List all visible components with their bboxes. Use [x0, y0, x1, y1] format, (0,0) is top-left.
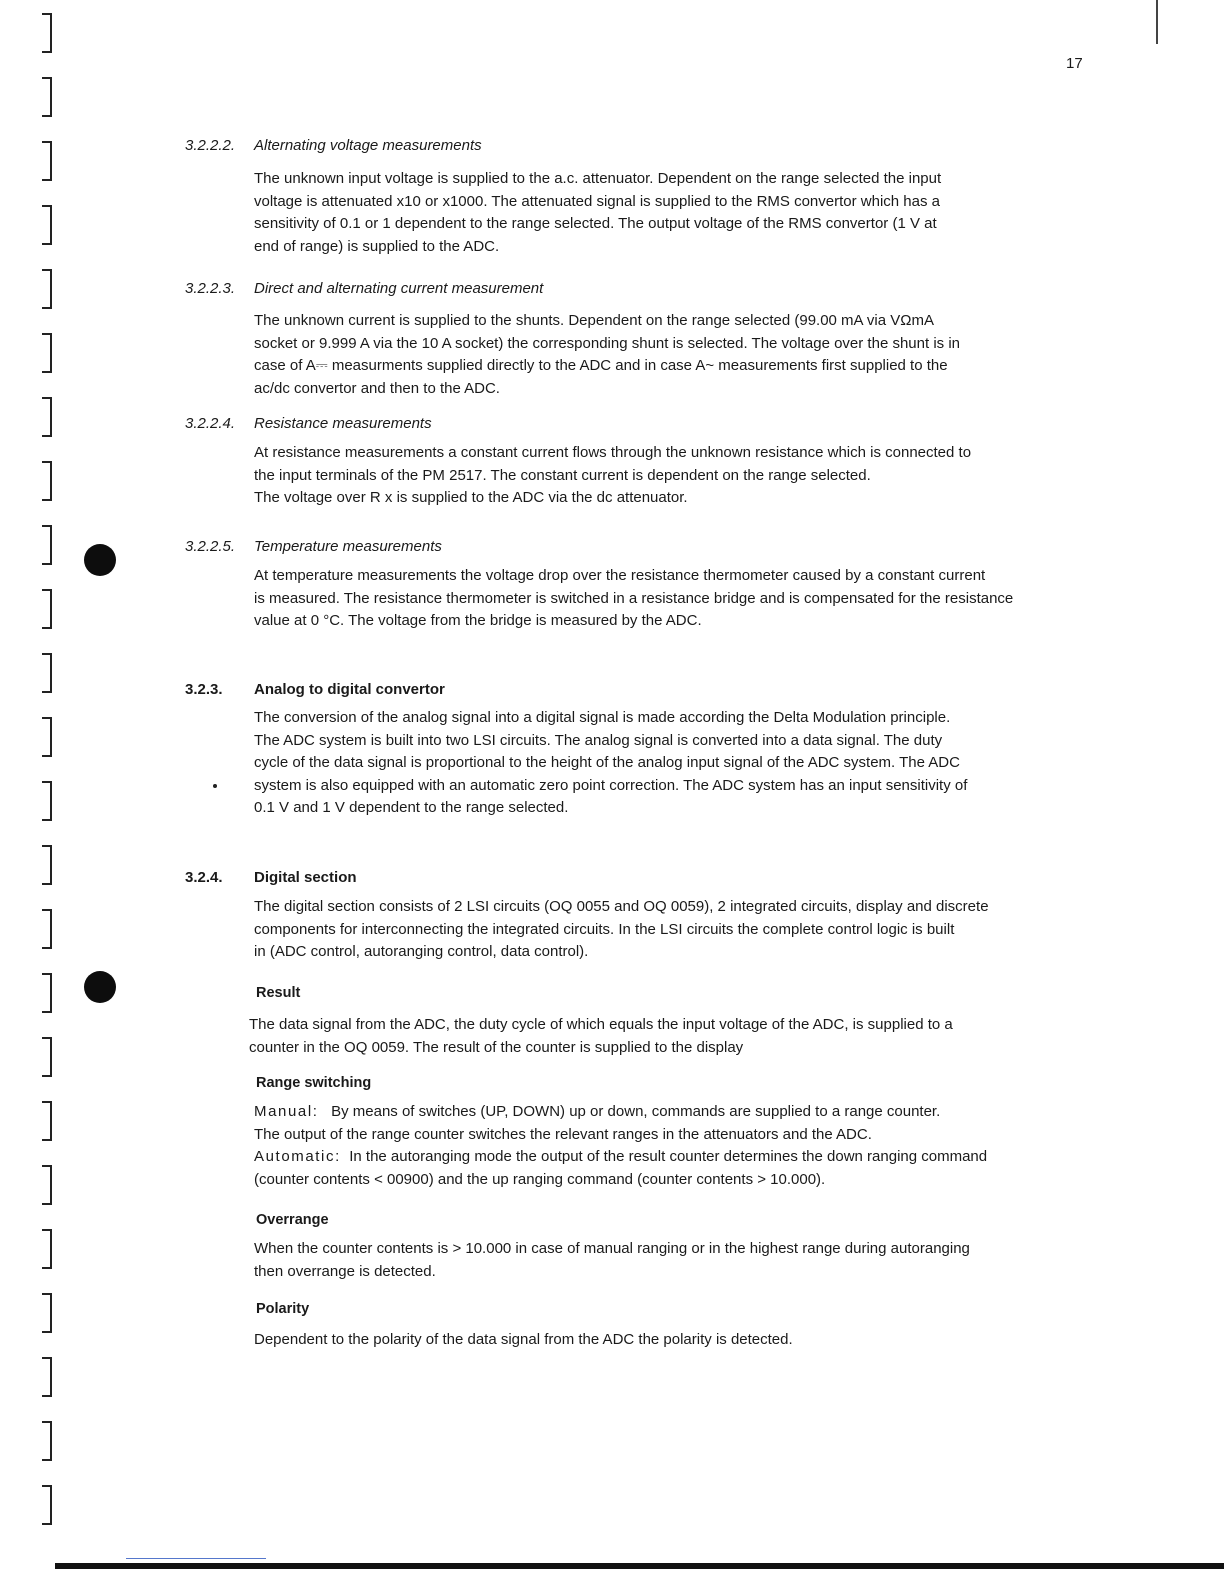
- section-body: The unknown input voltage is supplied to the a.c. attenuator. Dependent on the range selected the input voltage is attenuated x10 or x1000. The attenuated signal is supplied to the RMS convertor which has a sensitivity of 0.1 or 1 dependent to the range selected. The output voltage of the RMS convertor (1 V at end of range) is supplied to the ADC.: [254, 170, 942, 255]
- bottom-rule: [55, 1563, 1224, 1569]
- section-body: The conversion of the analog signal into a digital signal is made according the Delta Modulation principle. The ADC system is built into two LSI circuits. The analog signal is converted into a data signal. The duty cycle of the data signal is proportional to the height of the analog input signal of the ADC system. The ADC system is also equipped with an automatic zero point correction. The ADC system has an input sensitivity of 0.1 V and 1 V dependent to the range selected.: [254, 709, 968, 816]
- scan-edge-mark: [1156, 0, 1158, 44]
- section-title: Resistance measurements: [254, 415, 432, 432]
- automatic-label: Automatic:: [254, 1148, 341, 1165]
- section-body: The digital section consists of 2 LSI circuits (OQ 0055 and OQ 0059), 2 integrated circuits, display and discrete components for interconnecting the integrated circuits. In the LSI circuits the complete control logic is built in (ADC control, autoranging control, data control).: [254, 898, 989, 960]
- result-body: The data signal from the ADC, the duty cycle of which equals the input voltage of the ADC, is supplied to a counter in the OQ 0059. The result of the counter is supplied to the display: [249, 1016, 953, 1056]
- subsection-title-range-switching: Range switching: [256, 1075, 372, 1091]
- section-title: Analog to digital convertor: [254, 681, 445, 698]
- section-number: 3.2.2.5.: [185, 538, 236, 555]
- section-title: Digital section: [254, 869, 357, 886]
- section-number: 3.2.2.2.: [185, 137, 236, 154]
- section-title: Direct and alternating current measurement: [254, 280, 544, 297]
- manual-label: Manual:: [254, 1103, 319, 1120]
- section-title: Temperature measurements: [254, 538, 442, 555]
- section-number: 3.2.4.: [185, 869, 223, 886]
- stray-mark: [213, 784, 217, 788]
- section-body: At resistance measurements a constant current flows through the unknown resistance which is connected to the input terminals of the PM 2517. The constant current is dependent on the range selected. The voltage over R x is supplied to the ADC via the dc attenuator.: [254, 444, 972, 506]
- section-body: At temperature measurements the voltage drop over the resistance thermometer caused by a constant current is measured. The resistance thermometer is switched in a resistance bridge and is compensated for the resistance value at 0 °C. The voltage from the bridge is measured by the ADC.: [254, 567, 1014, 629]
- section-number: 3.2.3.: [185, 681, 223, 698]
- punch-hole: [84, 971, 116, 1003]
- polarity-body: Dependent to the polarity of the data signal from the ADC the polarity is detected.: [254, 1331, 793, 1348]
- page-number: 17: [1066, 55, 1083, 72]
- section-body: The unknown current is supplied to the shunts. Dependent on the range selected (99.00 mA via VΩmA socket or 9.999 A via the 10 A socket) the corresponding shunt is selected. The voltage over the shunt is in case of A⎓ measurments supplied directly to the ADC and in case A~ measurements first supplied to the ac/dc convertor and then to the ADC.: [254, 312, 960, 397]
- section-number: 3.2.2.4.: [185, 415, 236, 432]
- punch-hole: [84, 544, 116, 576]
- section-title: Alternating voltage measurements: [254, 137, 482, 154]
- range-switching-body: Manual: By means of switches (UP, DOWN) up or down, commands are supplied to a range counter. The output of the range counter switches the relevant ranges in the attenuators and the ADC. Automatic: In the autoranging mode the output of the result counter determines the down ranging command (counter contents < 00900) and the up ranging command (counter contents > 10.000).: [254, 1103, 988, 1188]
- subsection-title-result: Result: [256, 985, 301, 1001]
- bottom-blue-line: [126, 1558, 266, 1559]
- section-number: 3.2.2.3.: [185, 280, 236, 297]
- overrange-body: When the counter contents is > 10.000 in case of manual ranging or in the highest range during autoranging then overrange is detected.: [254, 1240, 970, 1280]
- subsection-title-polarity: Polarity: [256, 1301, 310, 1317]
- subsection-title-overrange: Overrange: [256, 1212, 329, 1228]
